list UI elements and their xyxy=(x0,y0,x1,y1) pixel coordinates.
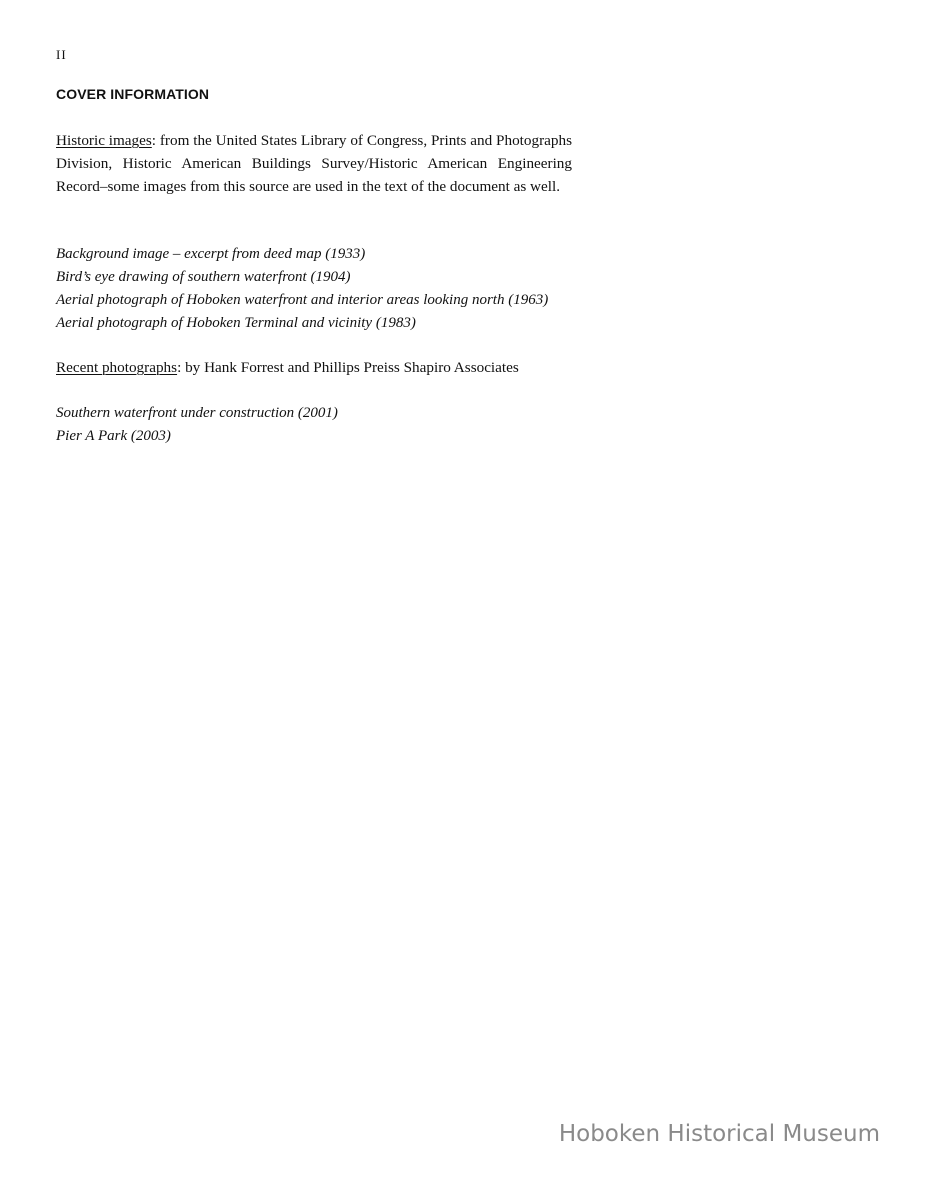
watermark: Hoboken Historical Museum xyxy=(558,1121,880,1147)
list-item: Aerial photograph of Hoboken Terminal and vicinity (1983) xyxy=(56,315,416,331)
list-item: Southern waterfront under construction (2001) xyxy=(56,405,338,421)
recent-photographs-list xyxy=(56,402,616,448)
list-item: Pier A Park (2003) xyxy=(56,428,171,444)
section-heading: COVER INFORMATION xyxy=(56,86,210,102)
historic-images-label: Historic images xyxy=(56,132,152,149)
list-item: Aerial photograph of Hoboken waterfront and interior areas looking north (1963) xyxy=(56,292,549,308)
historic-images-paragraph xyxy=(56,129,572,198)
page-number: II xyxy=(56,47,67,62)
recent-photographs-paragraph xyxy=(56,356,656,379)
list-item: Bird’s eye drawing of southern waterfront (1904) xyxy=(56,269,351,285)
historic-images-text: : from the United States Library of Congress, Prints and Photographs Division, Historic American Buildings Survey/Historic American Engineering Record–some images from this source are used in the text of the document as well. xyxy=(56,132,572,195)
list-item: Background image – excerpt from deed map (1933) xyxy=(56,246,366,262)
recent-photographs-text: : by Hank Forrest and Phillips Preiss Shapiro Associates xyxy=(177,359,519,376)
recent-photographs-label: Recent photographs xyxy=(56,359,178,376)
historic-images-list xyxy=(56,243,616,335)
